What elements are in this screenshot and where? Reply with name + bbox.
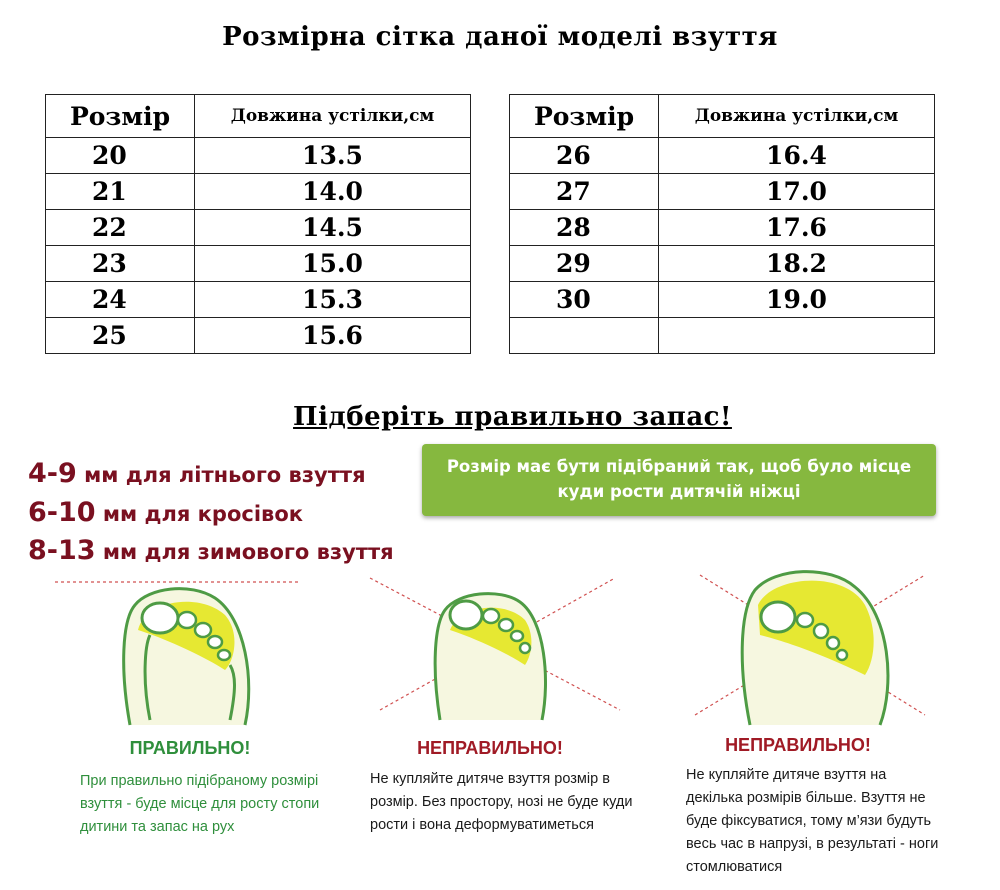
table-row	[46, 210, 471, 246]
reserve-winter	[28, 535, 394, 566]
table-row	[510, 318, 935, 354]
length-cell: 15.0	[195, 246, 471, 282]
column-header-size: Розмір	[46, 95, 195, 138]
size-cell: 20	[46, 138, 195, 174]
size-table-right	[509, 94, 935, 354]
reserve-range: 8-13	[28, 535, 96, 566]
table-header-row	[46, 95, 471, 138]
size-cell: 25	[46, 318, 195, 354]
table-row	[510, 138, 935, 174]
table-row	[46, 318, 471, 354]
table-row	[510, 174, 935, 210]
size-cell: 29	[510, 246, 659, 282]
page-title: Розмірна сітка даної моделі взуття	[222, 22, 778, 52]
length-cell: 17.6	[659, 210, 935, 246]
length-cell	[659, 318, 935, 354]
table-row	[46, 282, 471, 318]
size-cell	[510, 318, 659, 354]
reserve-text: мм для літнього взуття	[76, 463, 366, 487]
length-cell: 18.2	[659, 246, 935, 282]
size-cell: 21	[46, 174, 195, 210]
status-incorrect-2: НЕПРАВИЛЬНО!	[725, 735, 871, 755]
table-row	[46, 174, 471, 210]
length-cell: 17.0	[659, 174, 935, 210]
size-cell: 27	[510, 174, 659, 210]
size-cell: 24	[46, 282, 195, 318]
reserve-text: мм для зимового взуття	[95, 540, 394, 564]
description-correct: При правильно підібраному розмірі взуття - буде місце для росту стопи дитини та запас на рух	[80, 773, 320, 835]
table-row	[46, 138, 471, 174]
description-incorrect-2: Не купляйте дитяче взуття на декілька розмірів більше. Взуття не буде фіксуватися, тому м’язи будуть весь час в напрузі, в результаті - ноги стомлюватися	[686, 767, 939, 875]
status-correct: ПРАВИЛЬНО!	[129, 738, 251, 758]
size-cell: 30	[510, 282, 659, 318]
column-header-length: Довжина устілки,см	[659, 95, 935, 138]
table-header-row	[510, 95, 935, 138]
table-row	[510, 282, 935, 318]
foot-correct-illustration	[50, 570, 310, 730]
size-cell: 23	[46, 246, 195, 282]
column-header-size: Розмір	[510, 95, 659, 138]
reserve-text: мм для кросівок	[95, 502, 303, 526]
length-cell: 14.0	[195, 174, 471, 210]
length-cell: 19.0	[659, 282, 935, 318]
length-cell: 15.6	[195, 318, 471, 354]
reserve-sneakers	[28, 497, 303, 528]
length-cell: 15.3	[195, 282, 471, 318]
length-cell: 16.4	[659, 138, 935, 174]
size-table-left	[45, 94, 471, 354]
reserve-range: 6-10	[28, 497, 96, 528]
size-cell: 28	[510, 210, 659, 246]
sizing-note: Розмір має бути підібраний так, щоб було місце куди рости дитячій ніжці	[422, 444, 936, 516]
foot-too-small-illustration	[360, 570, 630, 730]
length-cell: 14.5	[195, 210, 471, 246]
size-cell: 26	[510, 138, 659, 174]
table-row	[510, 246, 935, 282]
status-incorrect-1: НЕПРАВИЛЬНО!	[417, 738, 563, 758]
column-header-length: Довжина устілки,см	[195, 95, 471, 138]
reserve-summer	[28, 458, 366, 489]
foot-too-big-illustration	[680, 565, 940, 735]
reserve-heading: Підберіть правильно запас!	[293, 402, 732, 432]
description-incorrect-1: Не купляйте дитяче взуття розмір в розмір. Без простору, нозі не буде куди рости і вона деформуватиметься	[370, 771, 633, 833]
table-row	[510, 210, 935, 246]
table-row	[46, 246, 471, 282]
length-cell: 13.5	[195, 138, 471, 174]
size-cell: 22	[46, 210, 195, 246]
reserve-range: 4-9	[28, 458, 77, 489]
